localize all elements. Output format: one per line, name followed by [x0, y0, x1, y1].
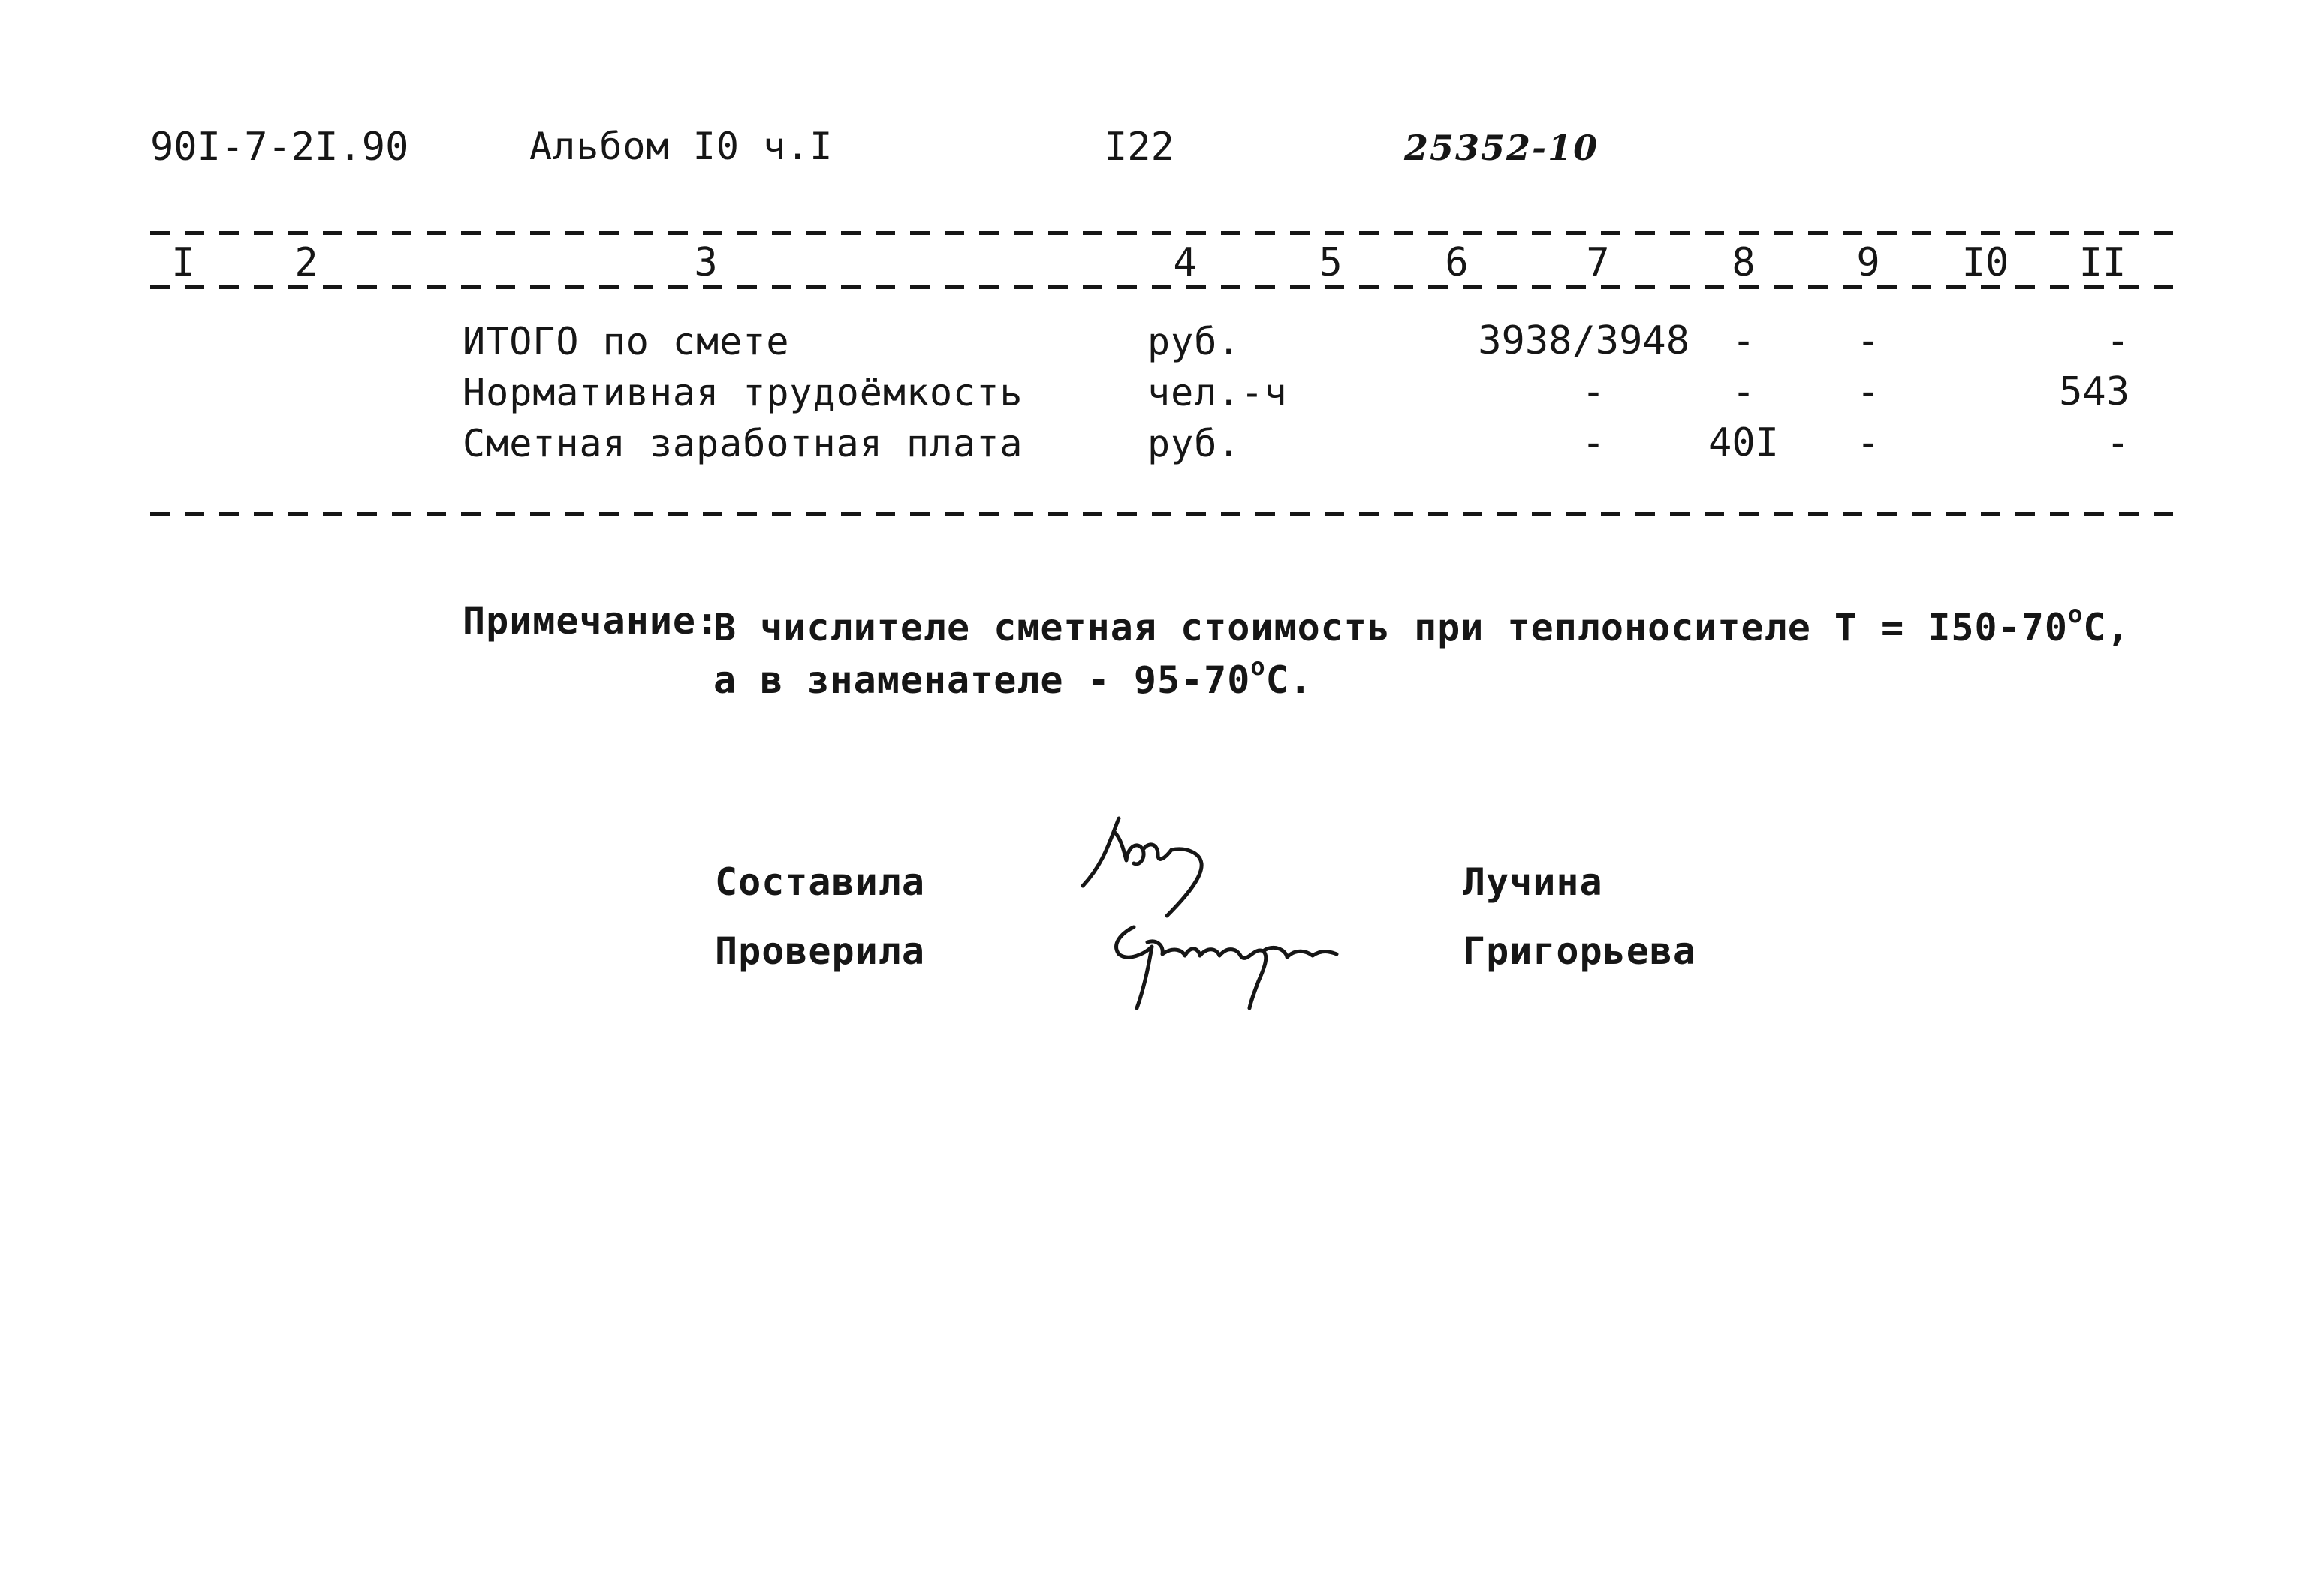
cell-col8: - — [1732, 369, 1756, 414]
compiled-by-name: Лучина — [1463, 860, 1603, 904]
cell-col9: - — [1856, 369, 1880, 414]
row-unit: руб. — [1147, 422, 1241, 465]
cell-col7: 3938/3948 — [1478, 318, 1690, 363]
signature-checked-icon — [1104, 912, 1374, 1017]
note-line-1-text: В числителе сметная стоимость при теплоносителе Т = I50-70 — [713, 606, 2068, 649]
cell-col11: 543 — [2059, 369, 2130, 414]
note-line-2 — [713, 652, 1313, 702]
column-number: 7 — [1586, 240, 1610, 285]
degree-mark: o — [1250, 652, 1266, 681]
cell-col11: - — [2106, 318, 2130, 363]
row-name: ИТОГО по смете — [463, 320, 790, 363]
album-label: Альбом I0 ч.I — [529, 125, 833, 168]
cell-col9: - — [1856, 420, 1880, 465]
cell-col11: - — [2106, 420, 2130, 465]
note-label: Примечание: — [463, 599, 720, 643]
table-header-rule — [150, 285, 2178, 289]
column-number: 4 — [1173, 240, 1197, 285]
degree-mark: o — [2067, 600, 2084, 628]
table-bottom-rule — [150, 512, 2178, 516]
note-line-1 — [713, 600, 2130, 649]
row-unit: руб. — [1147, 320, 1241, 363]
column-number: 9 — [1856, 240, 1880, 285]
compiled-by-label: Составила — [715, 860, 925, 904]
column-number: 2 — [294, 240, 318, 285]
column-number: I0 — [1961, 240, 2009, 285]
checked-by-label: Проверила — [715, 929, 925, 973]
cell-col7: - — [1581, 420, 1605, 465]
stamp-number: 25352-10 — [1404, 128, 1599, 168]
column-number: 8 — [1732, 240, 1756, 285]
column-number: 3 — [694, 240, 718, 285]
checked-by-name: Григорьева — [1463, 929, 1697, 973]
row-unit: чел.-ч — [1147, 371, 1288, 414]
column-number: II — [2078, 240, 2127, 285]
page-number: I22 — [1104, 125, 1174, 170]
row-name: Нормативная трудоёмкость — [463, 371, 1023, 414]
cell-col8: - — [1732, 318, 1756, 363]
document-code: 90I-7-2I.90 — [150, 125, 409, 170]
column-number: 6 — [1445, 240, 1469, 285]
column-number: 5 — [1319, 240, 1343, 285]
table-top-rule — [150, 231, 2178, 235]
row-name: Сметная заработная плата — [463, 422, 1023, 465]
column-number: I — [171, 240, 195, 285]
note-line-2-text: а в знаменателе - 95-70 — [713, 658, 1251, 702]
cell-col8: 40I — [1708, 420, 1779, 465]
cell-col7: - — [1581, 369, 1605, 414]
note-line-1-end: С, — [2083, 606, 2130, 649]
note-line-2-end: С. — [1265, 658, 1313, 702]
cell-col9: - — [1856, 318, 1880, 363]
